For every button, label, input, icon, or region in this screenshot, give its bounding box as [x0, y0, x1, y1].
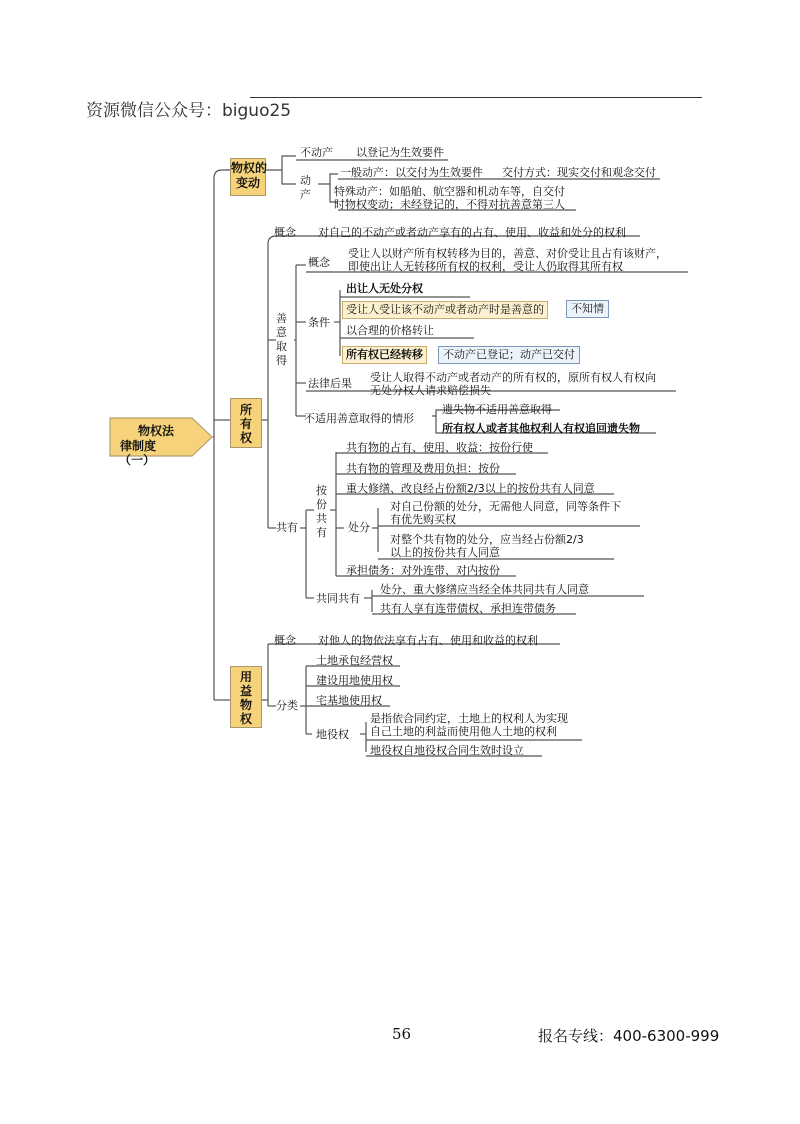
root-line-3: （一） — [119, 453, 156, 467]
condition-2: 受让人受让该不动产或者动产时是善意的 — [342, 301, 548, 319]
share-debts: 承担债务：对外连带、对内按份 — [346, 564, 500, 577]
good-faith-char-1: 善 — [276, 312, 287, 325]
movable-char-1: 动 — [300, 174, 311, 187]
branch-usufruct — [230, 666, 262, 728]
joint-2: 共有人享有连带债权、承担连带债务 — [380, 602, 556, 615]
condition-1: 出让人无处分权 — [346, 282, 423, 295]
branch-ownership — [230, 398, 262, 448]
disposal-2-line1: 对整个共有物的处分，应当经占份额2/3 — [390, 533, 584, 546]
disposal-2-line2: 以上的按份共有人同意 — [390, 546, 500, 559]
ownership-char-1: 所 — [239, 403, 252, 417]
good-faith-label — [276, 312, 287, 368]
special-movable-line2: 时物权变动；未经登记的，不得对抗善意第三人 — [334, 198, 565, 211]
condition-3: 以合理的价格转让 — [346, 324, 434, 337]
disposal-label: 处分 — [348, 521, 370, 534]
share-item-2: 共有物的管理及费用负担：按份 — [346, 462, 500, 475]
by-share-char-2: 份 — [316, 498, 327, 511]
by-share-label — [316, 484, 327, 540]
good-faith-char-2: 意 — [276, 326, 287, 339]
source-header: 资源微信公众号：biguo25 — [86, 101, 292, 121]
easement-line1: 是指依合同约定，土地上的权利人为实现 — [370, 712, 568, 725]
exclusion-1: 遗失物不适用善意取得 — [442, 403, 552, 416]
root-line-1: 物权法 — [137, 424, 174, 438]
exclusion-label: 不适用善意取得的情形 — [304, 412, 414, 425]
usufruct-char-4: 权 — [239, 712, 252, 726]
usufruct-concept-label: 概念 — [274, 634, 296, 647]
consequence-line1: 受让人取得不动产或者动产的所有权的，原所有权人有权向 — [370, 371, 656, 384]
gf-concept-line1: 受让人以财产所有权转移为目的，善意、对价受让且占有该财产， — [348, 247, 667, 260]
good-faith-char-3: 取 — [276, 340, 287, 353]
root-node — [126, 424, 186, 438]
page-number: 56 — [392, 1025, 412, 1043]
easement-line3: 地役权自地役权合同生效时设立 — [370, 744, 524, 757]
good-faith-char-4: 得 — [276, 354, 287, 367]
consequence-label: 法律后果 — [308, 377, 352, 390]
by-share-char-3: 共 — [316, 512, 327, 525]
movable-label — [300, 174, 311, 202]
immovable-label: 不动产 — [300, 146, 333, 159]
conditions-label: 条件 — [308, 316, 330, 329]
easement-label: 地役权 — [316, 728, 349, 741]
gf-concept-line2: 即使出让人无转移所有权的权利，受让人仍取得其所有权 — [348, 260, 623, 273]
movable-char-2: 产 — [300, 188, 311, 201]
share-item-1: 共有物的占有、使用、收益：按份行使 — [346, 441, 533, 454]
type-3: 宅基地使用权 — [316, 694, 382, 707]
branch-property-change-line1: 物权的 — [231, 161, 268, 175]
usufruct-concept-text: 对他人的物依法享有占有、使用和收益的权利 — [318, 634, 538, 647]
ownership-char-2: 有 — [239, 417, 252, 431]
disposal-1-line2: 有优先购买权 — [390, 513, 456, 526]
ownership-concept-text: 对自己的不动产或者动产享有的占有、使用、收益和处分的权利 — [318, 226, 626, 239]
gf-concept-label: 概念 — [308, 256, 330, 269]
general-movable: 一般动产：以交付为生效要件 — [340, 166, 483, 179]
disposal-1-line1: 对自己份额的处分，无需他人同意，同等条件下 — [390, 500, 621, 513]
condition-4-note: 不动产已登记；动产已交付 — [438, 346, 580, 364]
hotline: 报名专线：400-6300-999 — [538, 1027, 720, 1045]
by-share-char-4: 有 — [316, 526, 327, 539]
condition-2-note: 不知情 — [566, 300, 609, 318]
usufruct-char-1: 用 — [239, 670, 252, 684]
consequence-line2: 无处分权人请求赔偿损失 — [370, 384, 491, 397]
branch-property-change — [230, 158, 266, 196]
easement-line2: 自己土地的利益而使用他人土地的权利 — [370, 725, 557, 738]
by-share-char-1: 按 — [316, 484, 327, 497]
ownership-char-3: 权 — [239, 431, 252, 445]
delivery-methods: 交付方式：现实交付和观念交付 — [502, 166, 656, 179]
ownership-concept-label: 概念 — [274, 226, 296, 239]
immovable-rule: 以登记为生效要件 — [356, 146, 444, 159]
co-ownership-label: 共有 — [276, 521, 298, 534]
special-movable-line1: 特殊动产：如船舶、航空器和机动车等，自交付 — [334, 185, 565, 198]
branch-property-change-line2: 变动 — [235, 176, 260, 190]
exclusion-2: 所有权人或者其他权利人有权追回遗失物 — [442, 422, 640, 435]
usufruct-char-3: 物 — [239, 698, 252, 712]
usufruct-char-2: 益 — [239, 684, 252, 698]
joint-label: 共同共有 — [316, 592, 360, 605]
types-label: 分类 — [276, 699, 298, 712]
condition-4: 所有权已经转移 — [342, 346, 427, 364]
joint-1: 处分、重大修缮应当经全体共同共有人同意 — [380, 583, 589, 596]
root-line-2: 律制度 — [120, 439, 157, 453]
type-1: 土地承包经营权 — [316, 654, 393, 667]
share-item-3: 重大修缮、改良经占份额2/3以上的按份共有人同意 — [346, 482, 595, 495]
type-2: 建设用地使用权 — [316, 674, 393, 687]
